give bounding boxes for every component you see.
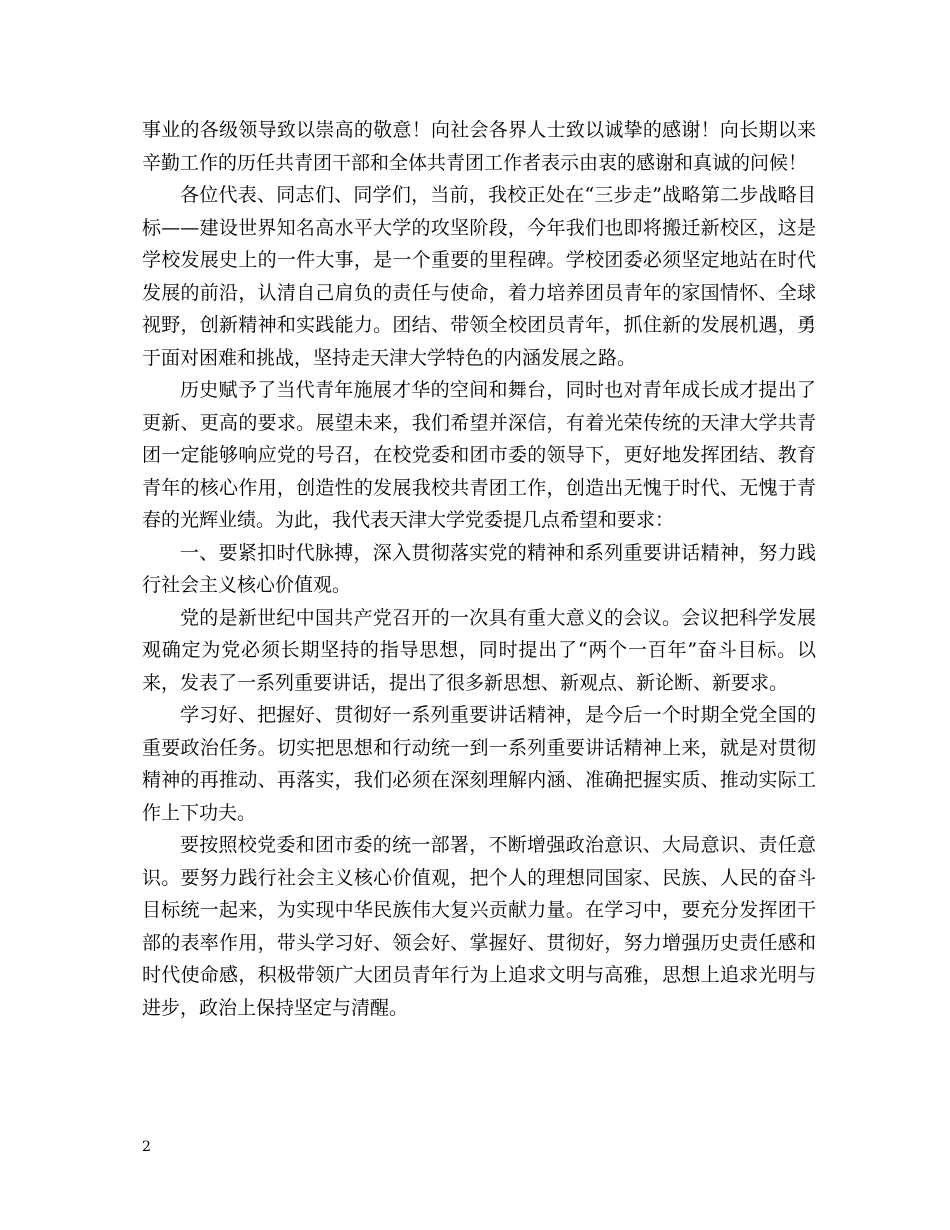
paragraph-3: 历史赋予了当代青年施展才华的空间和舞台，同时也对青年成长成才提出了更新、更高的要求。展望未来，我们希望并深信，有着光荣传统的天津大学共青团一定能够响应党的号召，在校党委和团市委的领导下，更好地发挥团结、教育青年的核心作用，创造性的发展我校共青团工作，创造出无愧于时代、无愧于青春的光辉业绩。为此，我代表天津大学党委提几点希望和要求：	[142, 379, 816, 531]
paragraph-7: 要按照校党委和团市委的统一部署，不断增强政治意识、大局意识、责任意识。要努力践行社会主义核心价值观，把个人的理想同国家、民族、人民的奋斗目标统一起来，为实现中华民族伟大复兴贡献力量。在学习中，要充分发挥团干部的表率作用，带头学习好、领会好、掌握好、贯彻好，努力增强历史责任感和时代使命感，积极带领广大团员青年行为上追求文明与高雅，思想上追求光明与进步，政治上保持坚定与清醒。	[142, 834, 816, 1019]
document-body	[142, 114, 816, 1024]
paragraph-5: 党的是新世纪中国共产党召开的一次具有重大意义的会议。会议把科学发展观确定为党必须长期坚持的指导思想，同时提出了“两个一百年”奋斗目标。以来，发表了一系列重要讲话，提出了很多新思想、新观点、新论断、新要求。	[142, 606, 816, 694]
paragraph-1: 事业的各级领导致以崇高的敬意！向社会各界人士致以诚挚的感谢！向长期以来辛勤工作的历任共青团干部和全体共青团工作者表示由衷的感谢和真诚的问候！	[142, 119, 816, 174]
paragraph-6: 学习好、把握好、贯彻好一系列重要讲话精神，是今后一个时期全党全国的重要政治任务。切实把思想和行动统一到一系列重要讲话精神上来，就是对贯彻精神的再推动、再落实，我们必须在深刻理解内涵、准确把握实质、推动实际工作上下功夫。	[142, 704, 816, 824]
paragraph-2: 各位代表、同志们、同学们，当前，我校正处在“三步走”战略第二步战略目标——建设世界知名高水平大学的攻坚阶段，今年我们也即将搬迁新校区，这是学校发展史上的一件大事，是一个重要的里程碑。学校团委必须坚定地站在时代发展的前沿，认清自己肩负的责任与使命，着力培养团员青年的家国情怀、全球视野，创新精神和实践能力。团结、带领全校团员青年，抓住新的发展机遇，勇于面对困难和挑战，坚持走天津大学特色的内涵发展之路。	[142, 184, 816, 369]
page-number: 2	[142, 1139, 151, 1155]
paragraph-4-heading: 一、要紧扣时代脉搏，深入贯彻落实党的精神和系列重要讲话精神，努力践行社会主义核心价值观。	[142, 541, 816, 596]
